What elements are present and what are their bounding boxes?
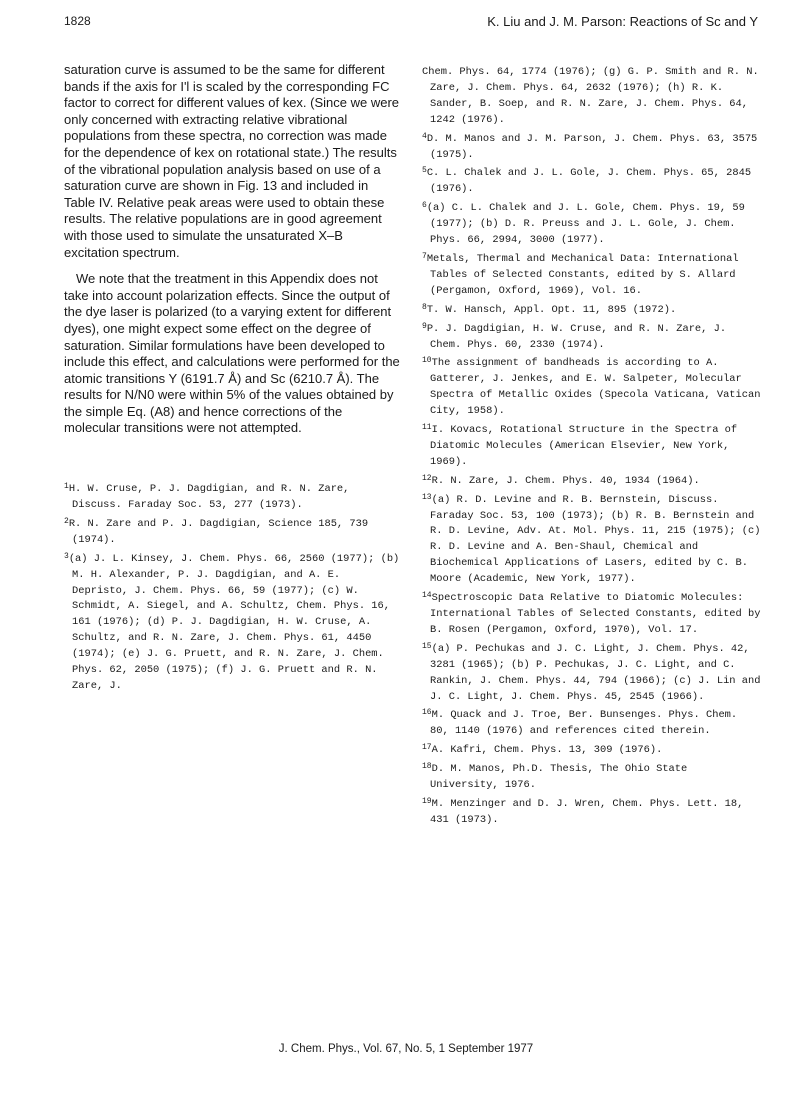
page-number: 1828	[64, 14, 91, 28]
reference-text: T. W. Hansch, Appl. Opt. 11, 895 (1972).	[426, 303, 677, 316]
reference-text: I. Kovacs, Rotational Structure in the Spectra of Diatomic Molecules (American Elsevier, New York, 1969).	[430, 424, 738, 468]
reference-text: Metals, Thermal and Mechanical Data: International Tables of Selected Constants, edited by S. Allard (Pergamon, Oxford, 1969), Vol. 16.	[426, 252, 739, 297]
reference-number: 4	[422, 131, 427, 141]
reference-item	[422, 420, 762, 471]
reference-item	[422, 740, 762, 759]
reference-item	[422, 794, 762, 829]
reference-text: D. M. Manos, Ph.D. Thesis, The Ohio State University, 1976.	[430, 763, 688, 792]
reference-list-left	[64, 479, 400, 695]
body-paragraph-1: saturation curve is assumed to be the same for different bands if the axis for I'l is scaled by the corresponding FC factor to correct for different values of kex. (Since we were only concerned with extracting relative vibrational populations from these spectra, no correction was made for the dependence of kex on rotational state.) The results of the vibrational population analysis based on use of a saturation curve are shown in Fig. 13 and included in Table IV. Relative peak areas were used to obtain these results. The relative populations are in good agreement with those used to simulate the unsaturated X–B excitation spectrum.	[64, 62, 400, 260]
reference-text: (a) R. D. Levine and R. B. Bernstein, Discuss. Faraday Soc. 53, 100 (1973); (b) R. B. Bernstein and R. D. Levine, Adv. At. Mol. Phys. 11, 215 (1975); (c) R. D. Levine and A. Ben-Shaul, Chemical and Biochemical Applications of Lasers, edited by C. B. Moore (Academic, New York, 1977).	[430, 493, 761, 586]
journal-footer: J. Chem. Phys., Vol. 67, No. 5, 1 September 1977	[278, 1043, 534, 1055]
reference-number: 18	[422, 762, 432, 772]
reference-number: 13	[422, 492, 432, 502]
reference-text: R. N. Zare and P. J. Dagdigian, Science 185, 739 (1974).	[68, 517, 369, 546]
reference-number: 9	[422, 321, 427, 331]
reference-item	[422, 353, 762, 420]
reference-list-right	[422, 62, 762, 829]
running-head: K. Liu and J. M. Parson: Reactions of Sc and Y	[487, 14, 758, 29]
reference-item	[422, 471, 762, 490]
reference-item	[422, 705, 762, 740]
left-column	[64, 62, 400, 695]
reference-text: (a) P. Pechukas and J. C. Light, J. Chem. Phys. 42, 3281 (1965); (b) P. Pechukas, J. C. Light, and C. Rankin, J. Chem. Phys. 44, 794 (1966); (c) J. Lin and J. C. Light, J. Chem. Phys. 45, 2545 (1966).	[430, 642, 761, 703]
reference-text: Chem. Phys. 64, 1774 (1976); (g) G. P. Smith and R. N. Zare, J. Chem. Phys. 64, 2632 (1976); (h) R. K. Sander, B. Soep, and R. N. Zare, J. Chem. Phys. 64, 1242 (1976).	[422, 66, 759, 126]
reference-number: 14	[422, 591, 432, 601]
reference-item	[422, 249, 762, 300]
reference-text: M. Menzinger and D. J. Wren, Chem. Phys. Lett. 18, 431 (1973).	[430, 797, 744, 826]
reference-number: 8	[422, 302, 427, 312]
reference-text: A. Kafri, Chem. Phys. 13, 309 (1976).	[431, 744, 663, 757]
reference-item	[422, 759, 762, 794]
reference-item	[422, 300, 762, 319]
reference-number: 1	[64, 482, 69, 492]
body-paragraph-2: We note that the treatment in this Appendix does not take into account polarization effects. Since the output of the dye laser is polarized (to a varying extent for different dyes), one might expect some effect on the degree of saturation. Similar formulations have been developed to include this effect, and calculations were performed for the atomic transitions Y (6191.7 Å) and Sc (6210.7 Å). The results for N/N0 were within 5% of the values obtained by the simple Eq. (A8) and hence corrections of the molecular transitions were not attempted.	[64, 271, 400, 436]
reference-text: The assignment of bandheads is according to A. Gatterer, J. Jenkes, and E. W. Salpeter, Molecular Spectra of Metallic Oxides (Specola Vaticana, Vatican City, 1958).	[430, 357, 761, 418]
reference-item	[64, 549, 400, 695]
reference-number: 6	[422, 201, 427, 211]
reference-number: 12	[422, 473, 432, 483]
reference-number: 15	[422, 641, 432, 651]
reference-text: H. W. Cruse, P. J. Dagdigian, and R. N. Zare, Discuss. Faraday Soc. 53, 277 (1973).	[68, 483, 350, 511]
reference-number: 19	[422, 796, 432, 806]
reference-item	[422, 319, 762, 354]
reference-text: M. Quack and J. Troe, Ber. Bunsenges. Phys. Chem. 80, 1140 (1976) and references cited therein.	[430, 709, 738, 738]
reference-number: 10	[422, 356, 432, 366]
reference-item	[422, 129, 762, 164]
reference-item	[64, 479, 400, 514]
reference-item	[422, 490, 762, 588]
reference-text: D. M. Manos and J. M. Parson, J. Chem. Phys. 63, 3575 (1975).	[426, 132, 758, 161]
reference-text: R. N. Zare, J. Chem. Phys. 40, 1934 (1964).	[431, 474, 700, 487]
reference-text: Spectroscopic Data Relative to Diatomic Molecules: International Tables of Selected Constants, edited by B. Rosen (Pergamon, Oxford, 1970), Vol. 17.	[430, 592, 761, 636]
reference-text: C. L. Chalek and J. L. Gole, J. Chem. Phys. 65, 2845 (1976).	[426, 167, 752, 196]
reference-item	[422, 639, 762, 706]
right-column	[422, 62, 762, 829]
reference-text: (a) C. L. Chalek and J. L. Gole, Chem. Phys. 19, 59 (1977); (b) D. R. Preuss and J. L. Gole, J. Chem. Phys. 66, 2994, 3000 (1977).	[426, 202, 745, 247]
reference-text: P. J. Dagdigian, H. W. Cruse, and R. N. Zare, J. Chem. Phys. 60, 2330 (1974).	[426, 322, 727, 351]
reference-item	[64, 514, 400, 549]
reference-number: 5	[422, 166, 427, 176]
reference-number: 17	[422, 743, 432, 753]
reference-number: 3	[64, 551, 69, 561]
reference-number: 11	[422, 423, 432, 433]
reference-number: 16	[422, 708, 432, 718]
reference-number: 2	[64, 516, 69, 526]
reference-text: (a) J. L. Kinsey, J. Chem. Phys. 66, 2560 (1977); (b) M. H. Alexander, P. J. Dagdigian, and A. E. Depristo, J. Chem. Phys. 66, 59 (1977); (c) W. Schmidt, A. Siegel, and A. Schultz, Chem. Phys. 16, 161 (1976); (d) P. J. Dagdigian, H. W. Cruse, A. Schultz, and R. N. Zare, J. Chem. Phys. 61, 4450 (1974); (e) J. G. Pruett, and R. N. Zare, J. Chem. Phys. 62, 2050 (1975); (f) J. G. Pruett and R. N. Zare, J.	[68, 552, 400, 692]
reference-item	[422, 163, 762, 198]
page-header	[64, 14, 758, 34]
reference-item	[422, 62, 762, 129]
reference-item	[422, 198, 762, 249]
reference-item	[422, 588, 762, 639]
reference-number: 7	[422, 251, 427, 261]
